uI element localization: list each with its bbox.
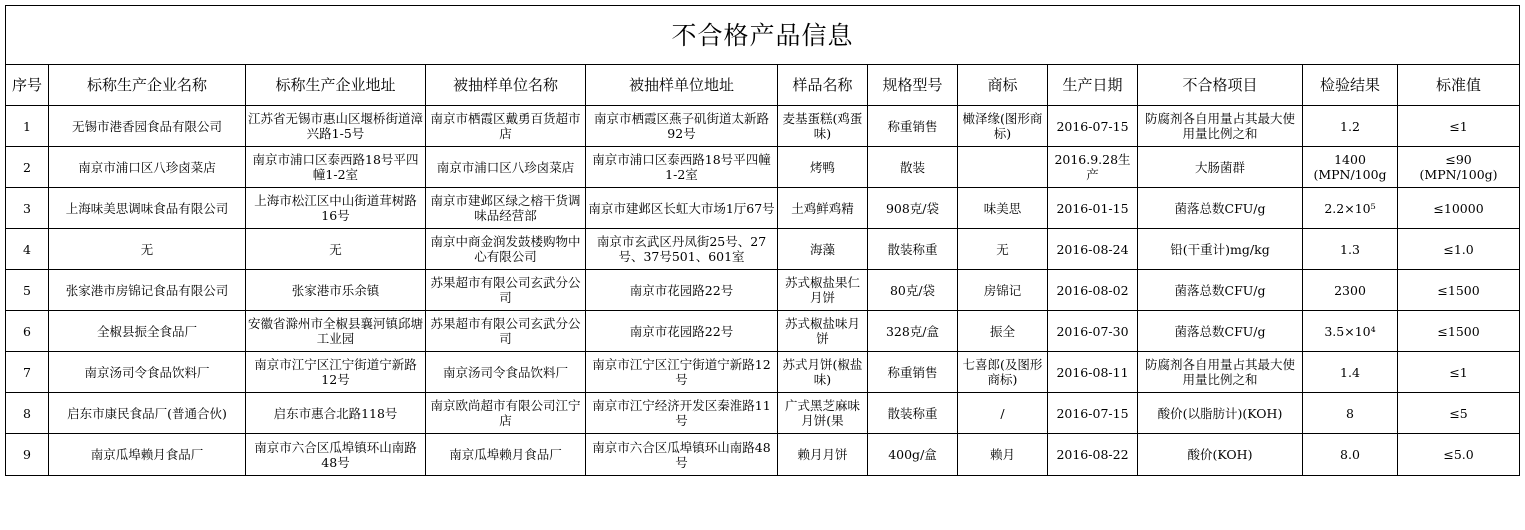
table-cell: 南京市浦口区八珍卤菜店 bbox=[426, 147, 586, 188]
table-cell: / bbox=[958, 393, 1048, 434]
table-cell: 1400 (MPN/100g bbox=[1303, 147, 1398, 188]
table-cell: 安徽省滁州市全椒县襄河镇邱塘工业园 bbox=[246, 311, 426, 352]
table-cell: 南京市玄武区丹凤街25号、27号、37号501、601室 bbox=[586, 229, 778, 270]
table-cell bbox=[958, 147, 1048, 188]
table-cell: 称重销售 bbox=[868, 106, 958, 147]
table-cell: 上海味美思调味食品有限公司 bbox=[49, 188, 246, 229]
table-cell: 上海市松江区中山街道茸树路16号 bbox=[246, 188, 426, 229]
column-header: 标称生产企业地址 bbox=[246, 65, 426, 106]
table-cell: 南京市江宁经济开发区秦淮路11号 bbox=[586, 393, 778, 434]
column-header: 不合格项目 bbox=[1138, 65, 1303, 106]
table-cell: 苏果超市有限公司玄武分公司 bbox=[426, 270, 586, 311]
table-cell: 菌落总数CFU/g bbox=[1138, 270, 1303, 311]
table-cell: 南京市江宁区江宁街道宁新路12号 bbox=[246, 352, 426, 393]
table-cell: 土鸡鲜鸡精 bbox=[778, 188, 868, 229]
table-cell: 2016-07-30 bbox=[1048, 311, 1138, 352]
table-row bbox=[6, 106, 1520, 147]
table-cell: 400g/盒 bbox=[868, 434, 958, 476]
table-cell: 防腐剂各自用量占其最大使用量比例之和 bbox=[1138, 352, 1303, 393]
table-cell: 防腐剂各自用量占其最大使用量比例之和 bbox=[1138, 106, 1303, 147]
table-cell: 南京汤司令食品饮料厂 bbox=[49, 352, 246, 393]
table-cell: 4 bbox=[6, 229, 49, 270]
table-cell: 无 bbox=[49, 229, 246, 270]
table-cell: 南京市花园路22号 bbox=[586, 270, 778, 311]
table-cell: 麦基蛋糕(鸡蛋味) bbox=[778, 106, 868, 147]
table-row bbox=[6, 147, 1520, 188]
table-cell: 328克/盒 bbox=[868, 311, 958, 352]
table-cell: 散装称重 bbox=[868, 393, 958, 434]
table-cell: 南京市江宁区江宁街道宁新路12号 bbox=[586, 352, 778, 393]
table-cell: ≤10000 bbox=[1398, 188, 1520, 229]
table-row bbox=[6, 311, 1520, 352]
table-cell: 烤鸭 bbox=[778, 147, 868, 188]
table-cell: 南京市六合区瓜埠镇环山南路48号 bbox=[246, 434, 426, 476]
table-cell: 2016-08-24 bbox=[1048, 229, 1138, 270]
column-header: 生产日期 bbox=[1048, 65, 1138, 106]
table-row bbox=[6, 393, 1520, 434]
table-cell: ≤5 bbox=[1398, 393, 1520, 434]
table-cell: 2016-08-11 bbox=[1048, 352, 1138, 393]
table-cell: 3.5×10⁴ bbox=[1303, 311, 1398, 352]
column-header: 被抽样单位地址 bbox=[586, 65, 778, 106]
table-cell: 南京市建邺区长虹大市场1厅67号 bbox=[586, 188, 778, 229]
table-cell: ≤1500 bbox=[1398, 311, 1520, 352]
table-cell: 铅(干重计)mg/kg bbox=[1138, 229, 1303, 270]
table-cell: 南京汤司令食品饮料厂 bbox=[426, 352, 586, 393]
table-cell: ≤1 bbox=[1398, 106, 1520, 147]
column-header: 商标 bbox=[958, 65, 1048, 106]
table-cell: 味美思 bbox=[958, 188, 1048, 229]
table-cell: 6 bbox=[6, 311, 49, 352]
table-cell: 2300 bbox=[1303, 270, 1398, 311]
table-row bbox=[6, 188, 1520, 229]
table-cell: 苏式椒盐味月饼 bbox=[778, 311, 868, 352]
table-cell: 1.2 bbox=[1303, 106, 1398, 147]
table-cell: 苏式椒盐果仁月饼 bbox=[778, 270, 868, 311]
table-cell: 酸价(以脂肪计)(KOH) bbox=[1138, 393, 1303, 434]
table-cell: 南京市栖霞区戴勇百货超市店 bbox=[426, 106, 586, 147]
table-cell: 南京市浦口区泰西路18号平四幢1-2室 bbox=[246, 147, 426, 188]
table-cell: ≤90 (MPN/100g) bbox=[1398, 147, 1520, 188]
table-cell: 南京欧尚超市有限公司江宁店 bbox=[426, 393, 586, 434]
table-cell: 5 bbox=[6, 270, 49, 311]
table-row bbox=[6, 229, 1520, 270]
table-cell: 2016.9.28生 产 bbox=[1048, 147, 1138, 188]
table-cell: 2016-08-02 bbox=[1048, 270, 1138, 311]
table-cell: 无 bbox=[958, 229, 1048, 270]
table-cell: 2016-07-15 bbox=[1048, 106, 1138, 147]
table-cell: 南京市浦口区八珍卤菜店 bbox=[49, 147, 246, 188]
column-header: 序号 bbox=[6, 65, 49, 106]
table-row bbox=[6, 434, 1520, 476]
table-cell: 张家港市乐余镇 bbox=[246, 270, 426, 311]
table-cell: 振全 bbox=[958, 311, 1048, 352]
table-cell: 七喜郎(及图形商标) bbox=[958, 352, 1048, 393]
header-row bbox=[6, 65, 1520, 106]
table-row bbox=[6, 352, 1520, 393]
table-cell: 苏果超市有限公司玄武分公司 bbox=[426, 311, 586, 352]
table-row bbox=[6, 270, 1520, 311]
table-cell: 广式黑芝麻味月饼(果 bbox=[778, 393, 868, 434]
table-cell: 启东市惠合北路118号 bbox=[246, 393, 426, 434]
table-cell: 7 bbox=[6, 352, 49, 393]
table-cell: 3 bbox=[6, 188, 49, 229]
table-cell: 南京市栖霞区燕子矶街道太新路92号 bbox=[586, 106, 778, 147]
table-cell: 南京市花园路22号 bbox=[586, 311, 778, 352]
table-cell: ≤1.0 bbox=[1398, 229, 1520, 270]
table-cell: 南京市六合区瓜埠镇环山南路48号 bbox=[586, 434, 778, 476]
table-cell: 1.3 bbox=[1303, 229, 1398, 270]
table-cell: 全椒县振全食品厂 bbox=[49, 311, 246, 352]
table-cell: 无 bbox=[246, 229, 426, 270]
column-header: 规格型号 bbox=[868, 65, 958, 106]
column-header: 检验结果 bbox=[1303, 65, 1398, 106]
table-cell: 908克/袋 bbox=[868, 188, 958, 229]
table-cell: 赖月 bbox=[958, 434, 1048, 476]
column-header: 被抽样单位名称 bbox=[426, 65, 586, 106]
table-cell: 2016-08-22 bbox=[1048, 434, 1138, 476]
product-table-container bbox=[5, 5, 1519, 476]
table-cell: 菌落总数CFU/g bbox=[1138, 311, 1303, 352]
table-cell: 9 bbox=[6, 434, 49, 476]
table-cell: 散装 bbox=[868, 147, 958, 188]
table-cell: 称重销售 bbox=[868, 352, 958, 393]
table-title: 不合格产品信息 bbox=[6, 6, 1520, 65]
table-cell: 散装称重 bbox=[868, 229, 958, 270]
table-cell: 1.4 bbox=[1303, 352, 1398, 393]
table-cell: 8 bbox=[6, 393, 49, 434]
table-cell: 海藻 bbox=[778, 229, 868, 270]
table-cell: ≤5.0 bbox=[1398, 434, 1520, 476]
table-cell: 启东市康民食品厂(普通合伙) bbox=[49, 393, 246, 434]
table-cell: 南京瓜埠赖月食品厂 bbox=[49, 434, 246, 476]
table-cell: 橄泽缘(图形商标) bbox=[958, 106, 1048, 147]
table-cell: 2.2×10⁵ bbox=[1303, 188, 1398, 229]
table-cell: 酸价(KOH) bbox=[1138, 434, 1303, 476]
column-header: 标称生产企业名称 bbox=[49, 65, 246, 106]
table-cell: 南京中商金润发鼓楼购物中心有限公司 bbox=[426, 229, 586, 270]
table-cell: 无锡市港香园食品有限公司 bbox=[49, 106, 246, 147]
table-cell: 2016-07-15 bbox=[1048, 393, 1138, 434]
table-body bbox=[6, 106, 1520, 476]
column-header: 标准值 bbox=[1398, 65, 1520, 106]
table-cell: 8.0 bbox=[1303, 434, 1398, 476]
table-cell: 菌落总数CFU/g bbox=[1138, 188, 1303, 229]
table-cell: 8 bbox=[1303, 393, 1398, 434]
table-cell: 房锦记 bbox=[958, 270, 1048, 311]
table-cell: ≤1 bbox=[1398, 352, 1520, 393]
table-cell: 苏式月饼(椒盐味) bbox=[778, 352, 868, 393]
column-header: 样品名称 bbox=[778, 65, 868, 106]
nonconforming-products-table bbox=[5, 5, 1520, 476]
table-cell: 1 bbox=[6, 106, 49, 147]
table-cell: 南京市浦口区泰西路18号平四幢1-2室 bbox=[586, 147, 778, 188]
table-cell: 江苏省无锡市惠山区堰桥街道漳兴路1-5号 bbox=[246, 106, 426, 147]
table-cell: 南京瓜埠赖月食品厂 bbox=[426, 434, 586, 476]
table-cell: 2 bbox=[6, 147, 49, 188]
table-cell: 南京市建邺区绿之榕干货调味品经营部 bbox=[426, 188, 586, 229]
table-cell: 赖月月饼 bbox=[778, 434, 868, 476]
table-cell: 2016-01-15 bbox=[1048, 188, 1138, 229]
table-cell: 张家港市房锦记食品有限公司 bbox=[49, 270, 246, 311]
table-cell: 80克/袋 bbox=[868, 270, 958, 311]
table-cell: ≤1500 bbox=[1398, 270, 1520, 311]
table-cell: 大肠菌群 bbox=[1138, 147, 1303, 188]
